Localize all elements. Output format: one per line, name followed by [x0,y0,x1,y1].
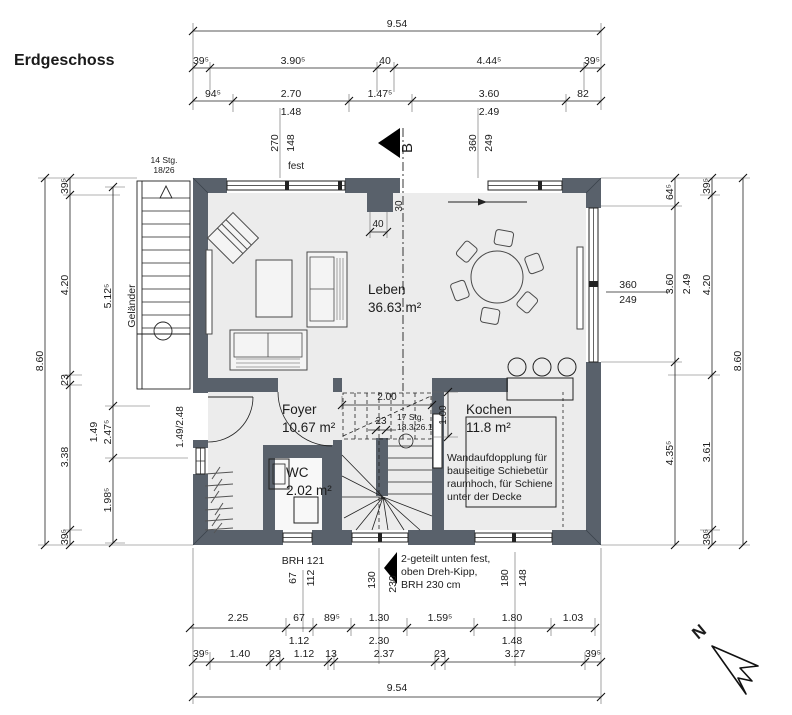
dim-label: 8.60 [732,350,744,372]
dim-label: 1.48 [501,635,523,647]
dim-label: 3.27 [504,648,526,660]
window-left-foyer [193,448,208,474]
dim-label: 1.30 [368,612,390,624]
dim-label: 2.47⁵ [102,419,114,445]
dim-label: 39⁵ [583,55,601,67]
room-area-leben: 36.63 m² [368,300,422,315]
dim-label: 39⁵ [701,177,713,195]
entrance-opening [193,393,208,440]
window-bottom-kitchen [475,530,552,545]
dim-label: 23 [375,416,387,427]
room-label-leben: Leben [368,282,406,297]
wall-stub [367,193,393,212]
dim-label: 1.48 [280,106,302,118]
radiator-right [577,247,583,329]
stair-ratio-label: 18/26 [153,165,175,175]
window-size-label: 148 [517,569,529,587]
radiator-left [206,250,212,334]
north-arrow-shape [712,646,758,694]
window-size-label: 360 [619,279,637,291]
dim-label: 9.54 [386,18,408,30]
stair-spine-wall [376,438,388,496]
window-top-fixed [227,178,345,193]
dim-label: 3.60 [664,273,676,295]
dim-label: 39⁵ [192,648,210,660]
note-line: bauseitige Schiebetür [447,465,548,477]
dining-chair [480,307,500,325]
dim-label: 1.49 [88,421,100,443]
outside-stairs [137,181,190,389]
sofa-right [307,252,347,327]
note-line: 2-geteilt unten fest, [401,553,491,565]
dim-chain-bottom [193,555,601,694]
section-letter: B [399,142,416,154]
window-size-label: 360 [467,134,479,152]
note-line: Wandaufdopplung für [447,452,548,464]
stair-start-circle [154,322,172,340]
note-line: raumhoch, für Schiene [447,478,553,490]
dim-label: 4.20 [59,274,71,296]
brh-label: BRH 121 [281,555,325,567]
window-size-label: 249 [483,134,495,152]
dim-label: 8.60 [34,350,46,372]
bar-stool [533,358,551,376]
stair-count-label-inner: 17 Stg. [397,412,424,422]
bottom-window-note [401,553,490,591]
dim-label: 1.47⁵ [367,88,393,100]
dim-label: 23 [59,374,71,386]
dim-label: 30 [394,200,405,212]
dim-label: 2.49 [681,273,693,295]
window-top-right [488,178,562,193]
dim-label: 2.49 [478,106,500,118]
dining-table [471,251,523,303]
stair-direction-arrow [160,186,172,198]
north-letter: N [688,620,710,644]
railing-label: Geländer [126,284,138,328]
window-size-label: 180 [499,569,511,587]
dim-label: 3.90⁵ [280,55,306,67]
dim-label: 64⁵ [664,183,676,201]
dim-label: 2.70 [280,88,302,100]
dim-label: 3.60 [478,88,500,100]
dim-label: 2.25 [227,612,249,624]
dim-label: 9.54 [386,682,408,694]
dim-label: 1.80 [501,612,523,624]
dim-label: 40 [379,55,391,67]
dim-label: 39⁵ [584,648,602,660]
dim-label: 39⁵ [59,177,71,195]
dim-label: 40 [372,219,384,230]
window-size-label: 270 [269,134,281,152]
window-size-label: 230 [387,575,399,593]
dim-label: 3.38 [59,446,71,468]
window-size-label: 67 [287,572,299,584]
dim-label: 3.61 [701,441,713,463]
note-line: oben Dreh-Kipp, [401,566,478,578]
stair-count-label: 14 Stg. [150,155,178,165]
room-label-wc: WC [286,465,309,480]
dim-label: 82 [577,88,589,100]
dim-label: 4.44⁵ [476,55,502,67]
window-bottom-wc [283,530,312,545]
dim-label: 2.37 [373,648,395,660]
sliding-door-opening [400,178,488,193]
dim-label: 1.40 [229,648,251,660]
dim-label: 2.30 [368,635,390,647]
window-bottom-stairs [352,530,408,545]
bar-stool [508,358,526,376]
dim-label: 39⁵ [59,528,71,546]
bar-stool [558,358,576,376]
coffee-table [256,260,292,317]
dim-label: 39⁵ [701,528,713,546]
dim-label: 94⁵ [204,88,222,100]
section-marker-top [378,128,400,158]
dim-label: 89⁵ [323,612,341,624]
window-right [586,208,601,362]
dim-label: 1.00 [438,405,449,425]
dim-label: 13 [325,648,337,660]
note-line: unter der Decke [447,491,522,503]
window-size-label: 249 [619,294,637,306]
window-size-label: 112 [305,569,317,587]
note-line: BRH 230 cm [401,579,461,591]
north-arrow [688,621,758,694]
room-area-wc: 2.02 m² [286,483,332,498]
dim-label: 23 [434,648,446,660]
sofa-bottom [230,330,307,370]
dim-label: 23 [269,648,281,660]
dim-label: 1.12 [288,635,310,647]
dim-label: 1.98⁵ [102,487,114,513]
room-label-kochen: Kochen [466,402,512,417]
window-size-label: 130 [366,571,378,589]
dim-label: 1.03 [562,612,584,624]
dim-label: 1.59⁵ [427,612,453,624]
dim-label: 2.00 [377,392,397,403]
room-label-foyer: Foyer [282,402,317,417]
dim-label: 1.12 [293,648,315,660]
dim-label: 39⁵ [192,55,210,67]
window-size-label: 148 [285,134,297,152]
page-title: Erdgeschoss [14,52,115,69]
dim-label: 4.20 [701,274,713,296]
dim-chain-left [34,178,114,545]
stair-ratio-label-inner: 18.3/26.1 [397,422,433,432]
room-area-kochen: 11.8 m² [466,420,511,435]
fest-label: fest [287,161,305,172]
room-area-foyer: 10.67 m² [282,420,336,435]
dining-chair [494,229,514,247]
dim-label: 5.12⁵ [102,283,114,309]
entry-door-size-label: 1.49/2.48 [175,406,186,448]
dim-chain-right [619,178,744,545]
dim-label: 4.35⁵ [664,440,676,466]
dim-label: 67 [293,612,305,624]
